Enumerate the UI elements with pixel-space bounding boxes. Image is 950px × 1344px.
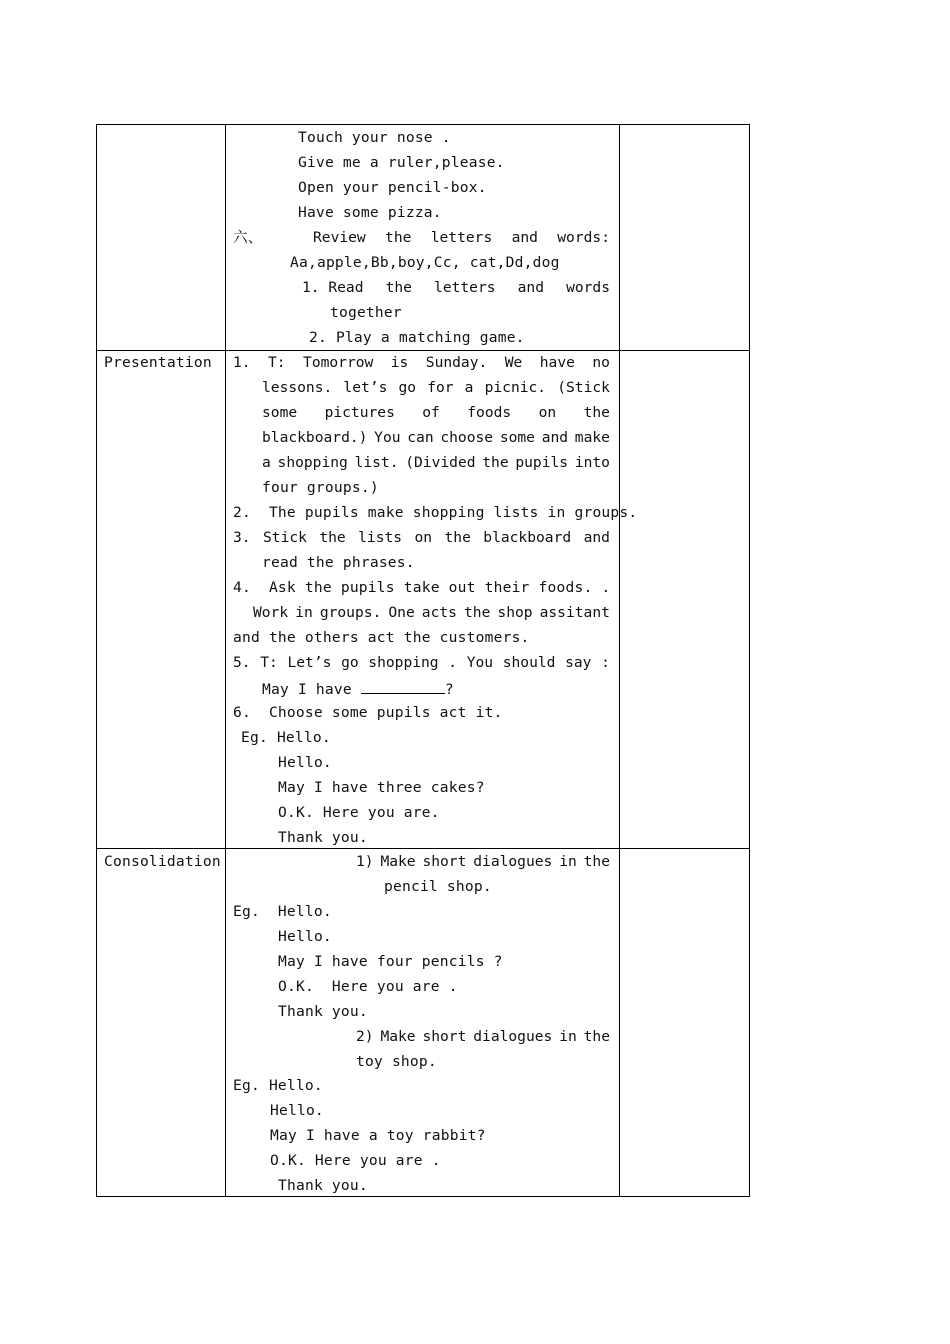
word: pupils bbox=[515, 454, 569, 471]
row2-line: four groups.) bbox=[262, 479, 379, 496]
word: dialogues bbox=[473, 1028, 553, 1045]
word: is bbox=[390, 354, 409, 371]
word: the bbox=[385, 279, 412, 296]
word: Make bbox=[380, 1028, 416, 1045]
word: Let’s bbox=[287, 654, 332, 671]
word: and bbox=[517, 279, 544, 296]
row2-line: 2. The pupils make shopping lists in groups. bbox=[233, 504, 638, 521]
row3-line: pencil shop. bbox=[384, 878, 492, 895]
word: Make bbox=[380, 853, 416, 870]
word: lists bbox=[358, 529, 403, 546]
word: on bbox=[538, 404, 557, 421]
word: 2) bbox=[356, 1028, 374, 1045]
word: You bbox=[466, 654, 494, 671]
row2-line: May I have three cakes? bbox=[278, 779, 485, 796]
row2-line: 6. Choose some pupils act it. bbox=[233, 704, 503, 721]
word: a bbox=[464, 379, 474, 396]
row3-line: Hello. bbox=[278, 928, 332, 945]
word: We bbox=[504, 354, 523, 371]
word: 1. Read bbox=[302, 279, 364, 296]
row1-line: Have some pizza. bbox=[298, 204, 442, 221]
word: in bbox=[559, 1028, 577, 1045]
word: the bbox=[385, 229, 412, 246]
row1-justified-line bbox=[302, 279, 610, 297]
word: blackboard bbox=[483, 529, 572, 546]
row1-line: Aa,apple,Bb,boy,Cc, cat,Dd,dog bbox=[290, 254, 560, 271]
row2-line: read the phrases. bbox=[262, 554, 415, 571]
fill-in-blank bbox=[361, 679, 445, 694]
word: shopping bbox=[277, 454, 348, 471]
word: of bbox=[422, 404, 440, 421]
word: the bbox=[583, 1028, 610, 1045]
row3-line: May I have a toy rabbit? bbox=[270, 1127, 486, 1144]
fill-in-blank-line bbox=[262, 679, 454, 699]
word: (Divided bbox=[405, 454, 476, 471]
word: on bbox=[414, 529, 433, 546]
word: and bbox=[511, 229, 538, 246]
row-divider-1 bbox=[97, 350, 749, 351]
word: the bbox=[583, 404, 610, 421]
word: the bbox=[464, 604, 491, 621]
word: a bbox=[262, 454, 271, 471]
word: the bbox=[319, 529, 346, 546]
row2-line: Hello. bbox=[278, 754, 332, 771]
word: go bbox=[341, 654, 359, 671]
row3-justified-line bbox=[356, 1028, 610, 1046]
row2-justified-line bbox=[262, 379, 610, 397]
word: Sunday. bbox=[425, 354, 488, 371]
row2-line: and the others act the customers. bbox=[233, 629, 530, 646]
row3-line: toy shop. bbox=[356, 1053, 437, 1070]
word: T: bbox=[260, 654, 278, 671]
word: and bbox=[541, 429, 569, 446]
word: short bbox=[422, 1028, 467, 1045]
word: make bbox=[574, 429, 610, 446]
word: (Stick bbox=[557, 379, 610, 396]
word: let’s bbox=[343, 379, 388, 396]
word: Stick bbox=[263, 529, 307, 546]
word: choose bbox=[440, 429, 494, 446]
word: . bbox=[448, 654, 458, 671]
word: some bbox=[262, 404, 298, 421]
row2-line: Eg. Hello. bbox=[241, 729, 331, 746]
word: 3. bbox=[233, 529, 251, 546]
word: and bbox=[583, 529, 610, 546]
row2-justified-line bbox=[253, 604, 610, 622]
word: for bbox=[427, 379, 454, 396]
row3-justified-line bbox=[356, 853, 610, 871]
row3-line: May I have four pencils ? bbox=[278, 953, 503, 970]
word: T: bbox=[268, 354, 286, 371]
word: in bbox=[295, 604, 313, 621]
row2-justified-line bbox=[233, 654, 610, 672]
word: 1) bbox=[356, 853, 374, 870]
word: the bbox=[482, 454, 509, 471]
word: picnic. bbox=[484, 379, 547, 396]
word: list. bbox=[354, 454, 399, 471]
word: letters bbox=[430, 229, 493, 246]
row3-line: Eg. Hello. bbox=[233, 1077, 323, 1094]
fill-in-blank-prefix: May I have bbox=[262, 681, 361, 698]
row2-justified-line bbox=[233, 354, 610, 372]
word: One bbox=[388, 604, 415, 621]
word: : bbox=[601, 654, 610, 671]
word: acts bbox=[421, 604, 457, 621]
word: into bbox=[574, 454, 610, 471]
word: have bbox=[539, 354, 575, 371]
row-divider-2 bbox=[97, 848, 749, 849]
word: shop bbox=[497, 604, 533, 621]
row3-line: Thank you. bbox=[278, 1177, 368, 1194]
word: should bbox=[502, 654, 556, 671]
word: letters bbox=[434, 279, 496, 296]
row3-line: Thank you. bbox=[278, 1003, 368, 1020]
word: 1. bbox=[233, 354, 251, 371]
row2-justified-line bbox=[262, 404, 610, 422]
word: go bbox=[398, 379, 417, 396]
row3-line: Eg. Hello. bbox=[233, 903, 332, 920]
row1-line: 2. Play a matching game. bbox=[309, 329, 525, 346]
column-divider-1 bbox=[225, 125, 226, 1196]
word: Review bbox=[313, 229, 366, 246]
word: pictures bbox=[324, 404, 395, 421]
word: can bbox=[407, 429, 434, 446]
row2-label: Presentation bbox=[104, 354, 212, 371]
row2-line: Thank you. bbox=[278, 829, 368, 846]
row2-line: O.K. Here you are. bbox=[278, 804, 440, 821]
row1-section-number: 六、 bbox=[233, 229, 263, 246]
word: dialogues bbox=[473, 853, 553, 870]
row1-line: Touch your nose . bbox=[298, 129, 451, 146]
word: words bbox=[566, 279, 610, 296]
word: 5. bbox=[233, 654, 251, 671]
row3-label: Consolidation bbox=[104, 853, 221, 870]
column-divider-2 bbox=[619, 125, 620, 1196]
word: in bbox=[559, 853, 577, 870]
word: lessons. bbox=[262, 379, 333, 396]
row2-justified-line bbox=[233, 529, 610, 547]
row2-justified-line bbox=[262, 429, 610, 447]
fill-in-blank-suffix: ? bbox=[444, 681, 454, 698]
row1-line: Open your pencil-box. bbox=[298, 179, 487, 196]
word: groups. bbox=[319, 604, 382, 621]
row3-line: O.K. Here you are . bbox=[270, 1152, 441, 1169]
row2-justified-line bbox=[262, 454, 610, 472]
word: no bbox=[592, 354, 610, 371]
row2-line: 4. Ask the pupils take out their foods. . bbox=[233, 579, 611, 596]
word: blackboard.) bbox=[262, 429, 368, 446]
word: some bbox=[499, 429, 535, 446]
word: words: bbox=[557, 229, 610, 246]
word: Tomorrow bbox=[303, 354, 374, 371]
row1-line: Give me a ruler,please. bbox=[298, 154, 505, 171]
word: shopping bbox=[368, 654, 439, 671]
word: the bbox=[444, 529, 471, 546]
word: Work bbox=[253, 604, 289, 621]
word: foods bbox=[467, 404, 512, 421]
word: short bbox=[422, 853, 467, 870]
word: You bbox=[374, 429, 401, 446]
word: the bbox=[583, 853, 610, 870]
row1-line: together bbox=[330, 304, 402, 321]
word: assitant bbox=[539, 604, 610, 621]
row1-justified-line bbox=[313, 229, 610, 247]
word: say bbox=[565, 654, 592, 671]
row3-line: O.K. Here you are . bbox=[278, 978, 458, 995]
row3-line: Hello. bbox=[270, 1102, 324, 1119]
